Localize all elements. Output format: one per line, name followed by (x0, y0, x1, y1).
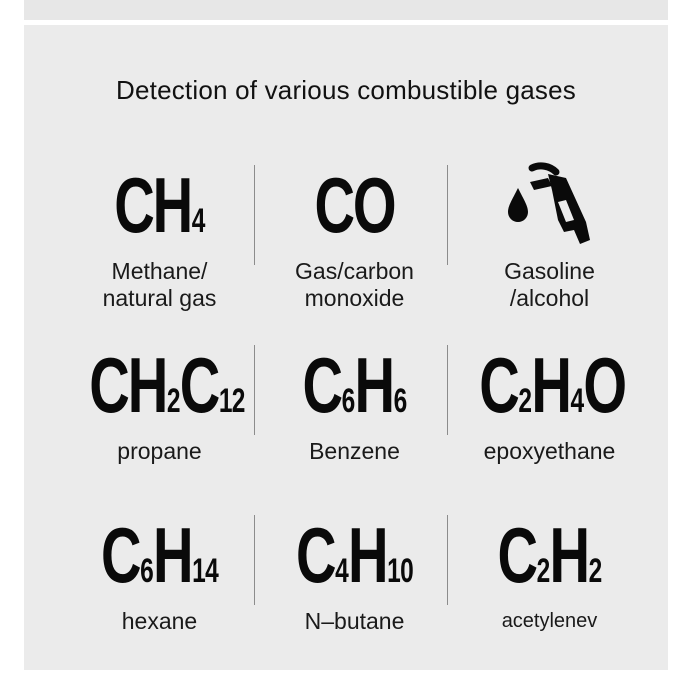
formula-methane (89, 160, 229, 250)
divider (447, 515, 448, 605)
formula-element: H (348, 511, 387, 599)
gas-grid (62, 160, 648, 680)
gas-item-propane (62, 340, 257, 465)
gas-item-benzene (257, 340, 452, 465)
fuel-nozzle-icon (452, 160, 647, 250)
label-acetylene: acetylenev (501, 610, 598, 632)
gas-item-hexane (62, 510, 257, 635)
formula-subscript: 6 (341, 382, 355, 420)
formula-acetylene (479, 510, 619, 600)
formula-subscript: 6 (140, 552, 154, 590)
divider (447, 345, 448, 435)
formula-element: C (302, 341, 341, 429)
label-benzene: Benzene (309, 438, 400, 464)
label-methane (62, 258, 257, 312)
formula-element: C (296, 511, 335, 599)
label-line: Gasoline (504, 258, 595, 284)
label-line: monoxide (304, 285, 405, 311)
label-line: natural gas (102, 285, 217, 311)
formula-subscript: 2 (166, 382, 180, 420)
gas-item-epoxyethane (452, 340, 647, 465)
divider (254, 345, 255, 435)
label-line: Methane/ (111, 258, 208, 284)
formula-element: CH (89, 341, 167, 429)
formula-subscript: 4 (335, 552, 349, 590)
gas-item-methane (62, 160, 257, 312)
divider (254, 165, 255, 265)
formula-subscript: 2 (588, 552, 602, 590)
label-gasoline (452, 258, 647, 312)
formula-subscript: 12 (218, 382, 245, 420)
label-epoxyethane: epoxyethane (483, 438, 616, 464)
divider (254, 515, 255, 605)
formula-subscript: 6 (393, 382, 407, 420)
page-title: Detection of various combustible gases (116, 75, 576, 105)
formula-subscript: 14 (192, 552, 218, 590)
formula-co (284, 160, 424, 250)
gas-panel (24, 25, 668, 670)
formula-element: C (497, 511, 536, 599)
formula-element: O (583, 341, 625, 429)
formula-hexane (89, 510, 229, 600)
label-line: /alcohol (509, 285, 590, 311)
formula-element: C (101, 511, 140, 599)
label-hexane: hexane (121, 608, 198, 634)
gas-item-acetylene (452, 510, 647, 635)
formula-element: H (549, 511, 588, 599)
gas-row (62, 160, 648, 340)
formula-subscript: 2 (536, 552, 550, 590)
formula-subscript: 2 (518, 382, 532, 420)
formula-subscript: 4 (191, 202, 205, 240)
label-co (257, 258, 452, 312)
gas-item-carbon-monoxide (257, 160, 452, 312)
formula-element: C (179, 341, 219, 429)
label-n-butane: N–butane (304, 608, 405, 634)
label-propane: propane (117, 438, 202, 464)
formula-epoxyethane (479, 340, 625, 430)
label-line: Gas/carbon (295, 258, 414, 284)
gas-item-gasoline (452, 160, 647, 312)
formula-element: CO (314, 161, 395, 249)
formula-benzene (284, 340, 424, 430)
formula-propane (89, 340, 245, 430)
top-strip (24, 0, 668, 20)
formula-element: H (354, 341, 393, 429)
formula-element: C (479, 341, 518, 429)
formula-element: H (153, 511, 192, 599)
formula-subscript: 4 (570, 382, 584, 420)
gas-row (62, 340, 648, 510)
formula-element: H (531, 341, 570, 429)
formula-element: CH (114, 161, 192, 249)
divider (447, 165, 448, 265)
formula-subscript: 10 (387, 552, 413, 590)
formula-n-butane (284, 510, 424, 600)
gas-row (62, 510, 648, 680)
gas-item-n-butane (257, 510, 452, 635)
